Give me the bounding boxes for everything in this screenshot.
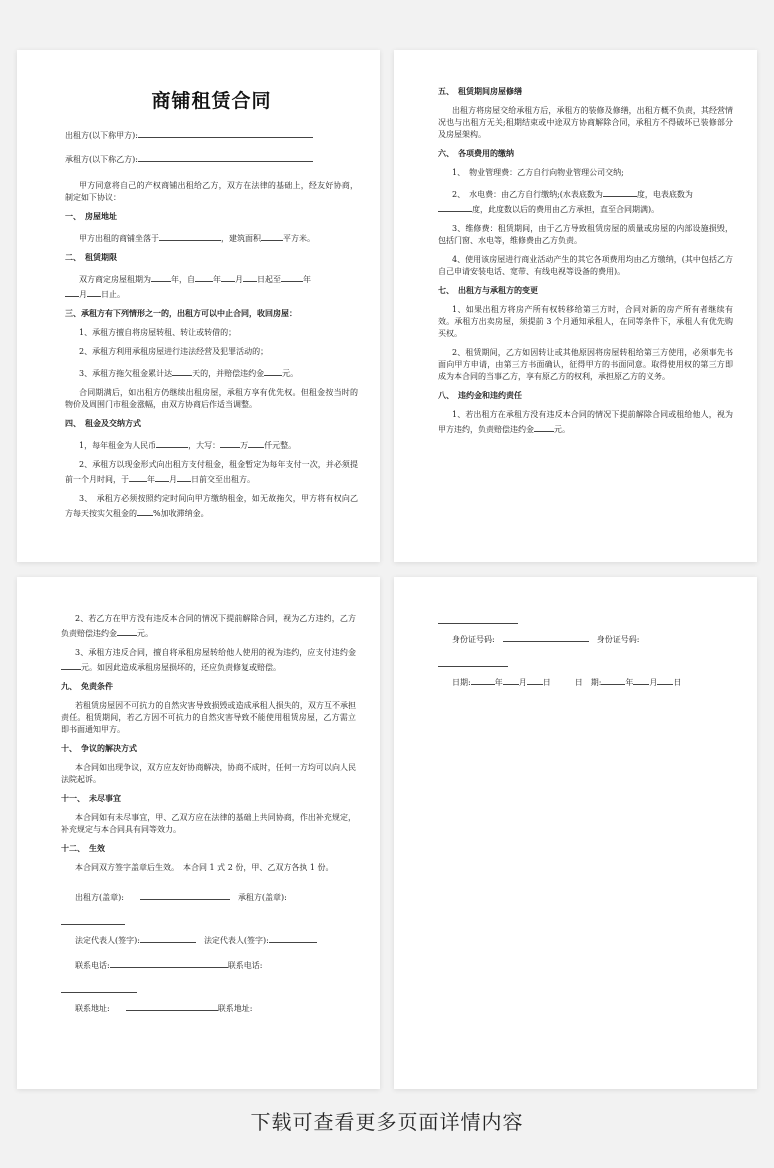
section-heading: 七、 出租方与承租方的变更	[438, 286, 538, 295]
clause-text: 3、承租方拖欠租金累计达	[79, 369, 173, 378]
clause	[438, 186, 733, 216]
clause: 2、承租方利用承租房屋进行违法经营及犯罪活动的；	[79, 347, 269, 356]
clause-text: 元。	[282, 369, 299, 378]
blank-field	[87, 286, 101, 297]
date-unit: 日	[673, 678, 682, 687]
document-page-3	[17, 577, 380, 1089]
id-label: 身份证号码:	[452, 635, 495, 644]
section-heading: 六、 各项费用的缴纳	[438, 149, 514, 158]
rep-label: 法定代表人(签字):	[203, 936, 269, 945]
clause-text: ，大写：	[188, 441, 221, 450]
section-heading: 二、 租赁期限	[65, 253, 117, 262]
lessor-line	[65, 127, 358, 142]
date-unit: 年	[494, 678, 503, 687]
clause	[65, 459, 358, 486]
blank-field	[243, 271, 257, 282]
clause	[61, 647, 356, 674]
section-heading: 八、 违约金和违约责任	[438, 391, 522, 400]
phone-label: 联系电话:	[75, 961, 110, 970]
id-number-line	[438, 631, 733, 646]
clause-text: 年	[303, 275, 311, 284]
clause-text: 3、承租方违反合同，擅自将承租房屋转给他人使用的视为违约，应支付违约金	[75, 648, 356, 657]
clause	[65, 271, 358, 301]
clause-text: 度，电表底数为	[636, 190, 693, 199]
address-label: 联系地址:	[75, 1004, 110, 1013]
clause-text: 2、若乙方在甲方没有违反本合同的情况下提前解除合同，视为乙方违约，乙方负责赔偿违约金	[61, 614, 356, 638]
date-unit: 月	[518, 678, 527, 687]
clause	[438, 409, 733, 436]
clause-text: 年	[213, 275, 221, 284]
clause-text: 月	[235, 275, 243, 284]
id-label: 身份证号码:	[596, 635, 640, 644]
document-page-2	[394, 50, 757, 562]
clause: 本合同如出现争议，双方应友好协商解决，协商不成时，任何一方均可以向人民法院起诉。	[61, 763, 356, 784]
phone-line	[61, 957, 356, 972]
representative-line	[61, 932, 356, 947]
signature-line	[61, 889, 356, 904]
blank-field	[156, 437, 188, 448]
blank-field	[140, 889, 230, 900]
clause: 若租赁房屋因不可抗力的自然灾害导致损毁或造成承租人损失的，双方互不承担责任。租赁期间，若乙方因不可抗力的自然灾害导致不能使用租赁房屋，乙方需立即书面通知甲方。	[61, 701, 356, 734]
document-page-1	[17, 50, 380, 562]
clause-text: 1、若出租方在承租方没有违反本合同的情况下提前解除合同或租给他人，视为甲方违约，负责赔偿违约金	[438, 410, 733, 434]
lessee-line	[65, 151, 358, 166]
clause: 1、 物业管理费：乙方自行向物业管理公司交纳;	[452, 168, 624, 177]
clause-text: 日止。	[101, 290, 125, 299]
clause-text: 平方米。	[283, 234, 315, 243]
blank-field	[281, 271, 303, 282]
clause-text: 年，自	[171, 275, 195, 284]
clause-text: 年	[147, 475, 155, 484]
date-unit: 日	[542, 678, 551, 687]
clause-text: 月	[169, 475, 177, 484]
date-unit: 年	[625, 678, 634, 687]
lessee-seal-label: 承租方(盖章):	[237, 893, 287, 902]
section-heading: 十一、 未尽事宜	[61, 794, 121, 803]
blank-field	[61, 659, 81, 670]
clause-text: 2、 水电费：由乙方自行缴纳;(水表底数为	[452, 190, 603, 199]
clause-text: 仟元整。	[264, 441, 297, 450]
clause-text: 双方商定房屋租期为	[79, 275, 151, 284]
blank-field	[603, 186, 637, 197]
phone-label: 联系电话:	[227, 961, 263, 970]
clause-text: 元。	[137, 629, 153, 638]
blank-field	[269, 932, 317, 943]
clause-text: 1，每年租金为人民币	[79, 441, 157, 450]
blank-field	[138, 151, 313, 162]
contract-title: 商铺租赁合同	[151, 90, 272, 112]
clause-text: 度，此度数以后的费用由乙方承担，直至合同期满)。	[472, 205, 660, 214]
date-line	[438, 674, 733, 689]
clause-text: ，建筑面积	[221, 234, 261, 243]
clause: 合同期满后，如出租方仍继续出租房屋，承租方享有优先权。但租金按当时的物价及周围门市租金涨幅，由双方协商后作适当调整。	[65, 388, 358, 409]
blank-field	[438, 656, 508, 667]
section-heading: 十、 争议的解决方式	[61, 744, 137, 753]
blank-field	[129, 471, 147, 482]
clause-text: %加收滞纳金。	[153, 509, 209, 518]
blank-field	[195, 271, 213, 282]
intro-paragraph: 甲方同意将自己的产权商铺出租给乙方，双方在法律的基础上，经友好协商，制定如下协议：	[65, 181, 358, 202]
blank-field	[503, 631, 589, 642]
blank-field	[438, 201, 472, 212]
clause-text: 日起至	[257, 275, 281, 284]
blank-field	[633, 674, 649, 685]
clause: 2、租赁期间，乙方如因转让或其他原因将房屋转租给第三方使用，必须事先书面向甲方申请，由第三方书面确认，征得甲方的书面同意。取得使用权的第三方即成为本合同的当事乙方，享有原乙方的权利，承担原乙方的义务。	[438, 348, 733, 381]
rep-label: 法定代表人(签字):	[75, 936, 140, 945]
blank-field	[438, 613, 518, 624]
blank-field	[601, 674, 625, 685]
blank-field	[534, 421, 554, 432]
blank-field	[117, 625, 137, 636]
date-label: 日 期:	[574, 678, 602, 687]
date-unit: 月	[649, 678, 658, 687]
clause: 1、承租方擅自将房屋转租、转让或转借的；	[79, 328, 237, 337]
section-heading: 五、 租赁期间房屋修缮	[438, 87, 522, 96]
clause	[61, 613, 356, 640]
clause-text: 甲方出租的商铺坐落于	[79, 234, 159, 243]
lessor-label: 出租方(以下称甲方):	[65, 131, 138, 140]
clause	[65, 230, 358, 245]
blank-field	[155, 471, 169, 482]
clause	[65, 437, 358, 452]
blank-field	[151, 271, 171, 282]
section-heading: 四、 租金及交纳方式	[65, 419, 141, 428]
blank-field	[110, 957, 228, 968]
clause	[65, 493, 358, 520]
clause: 1、如果出租方将房产所有权转移给第三方时，合同对新的房产所有者继续有效。承租方出卖房屋，须提前 3 个月通知承租人，在同等条件下，承租人有优先购买权。	[438, 305, 733, 338]
section-heading: 十二、 生效	[61, 844, 105, 853]
blank-field	[471, 674, 495, 685]
blank-field	[248, 437, 264, 448]
address-label: 联系地址:	[217, 1004, 253, 1013]
blank-field	[527, 674, 543, 685]
blank-field	[138, 127, 313, 138]
blank-field	[177, 471, 191, 482]
blank-field	[503, 674, 519, 685]
blank-field	[126, 1000, 218, 1011]
clause: 4、使用该房屋进行商业活动产生的其它各项费用均由乙方缴纳，(其中包括乙方自己申请安装电话、宽带、有线电视等设备的费用)。	[438, 255, 733, 276]
lessee-label: 承租方(以下称乙方):	[65, 155, 138, 164]
clause-text: 3、 承租方必须按照约定时间向甲方缴纳租金，如无故拖欠，甲方将有权向乙方每天按实欠租金的	[65, 494, 358, 518]
blank-field	[261, 230, 283, 241]
date-label: 日期:	[452, 678, 471, 687]
section-heading: 三、承租方有下列情形之一的，出租方可以中止合同，收回房屋：	[65, 309, 297, 318]
blank-field	[137, 505, 153, 516]
clause-text: 日前交至出租方。	[191, 475, 255, 484]
blank-field	[657, 674, 673, 685]
clause-text: 元。	[554, 425, 570, 434]
lessor-seal-label: 出租方(盖章):	[75, 893, 124, 902]
blank-field	[172, 365, 192, 376]
clause-text: 天的，并赔偿违约金	[192, 369, 265, 378]
clause-text: 元。如因此造成承租房屋损坏的，还应负责修复或赔偿。	[81, 663, 281, 672]
blank-field	[65, 286, 79, 297]
blank-field	[61, 914, 125, 925]
clause: 3、维修费：租赁期间，由于乙方导致租赁房屋的质量或房屋的内部设施损毁，包括门窗、水电等，维修费由乙方负责。	[438, 224, 733, 245]
blank-field	[159, 230, 221, 241]
clause	[65, 365, 358, 380]
clause: 本合同如有未尽事宜，甲、乙双方应在法律的基础上共同协商，作出补充规定，补充规定与本合同具有同等效力。	[61, 813, 356, 834]
address-line	[61, 1000, 356, 1015]
section-heading: 九、 免责条件	[61, 682, 113, 691]
blank-field	[140, 932, 196, 943]
document-page-4	[394, 577, 757, 1089]
blank-field	[61, 982, 137, 993]
blank-field	[221, 271, 235, 282]
clause: 出租方将房屋交给承租方后，承租方的装修及修缮，出租方概不负责，其经营情况也与出租方无关;租期结束或中途双方协商解除合同，承租方不得破坏已装修部分及房屋架构。	[438, 106, 733, 139]
section-heading: 一、 房屋地址	[65, 212, 117, 221]
clause: 本合同双方签字盖章后生效。 本合同 1 式 2 份，甲、乙双方各执 1 份。	[75, 863, 334, 872]
clause-text: 月	[79, 290, 87, 299]
blank-field	[220, 437, 240, 448]
blank-field	[264, 365, 282, 376]
clause-text: 2、承租方以现金形式向出租方支付租金，租金暂定为每年支付一次，并必须提前一个月时间，于	[65, 460, 358, 484]
clause-text: 万	[240, 441, 249, 450]
download-more-caption: 下载可查看更多页面详情内容	[250, 1110, 524, 1134]
